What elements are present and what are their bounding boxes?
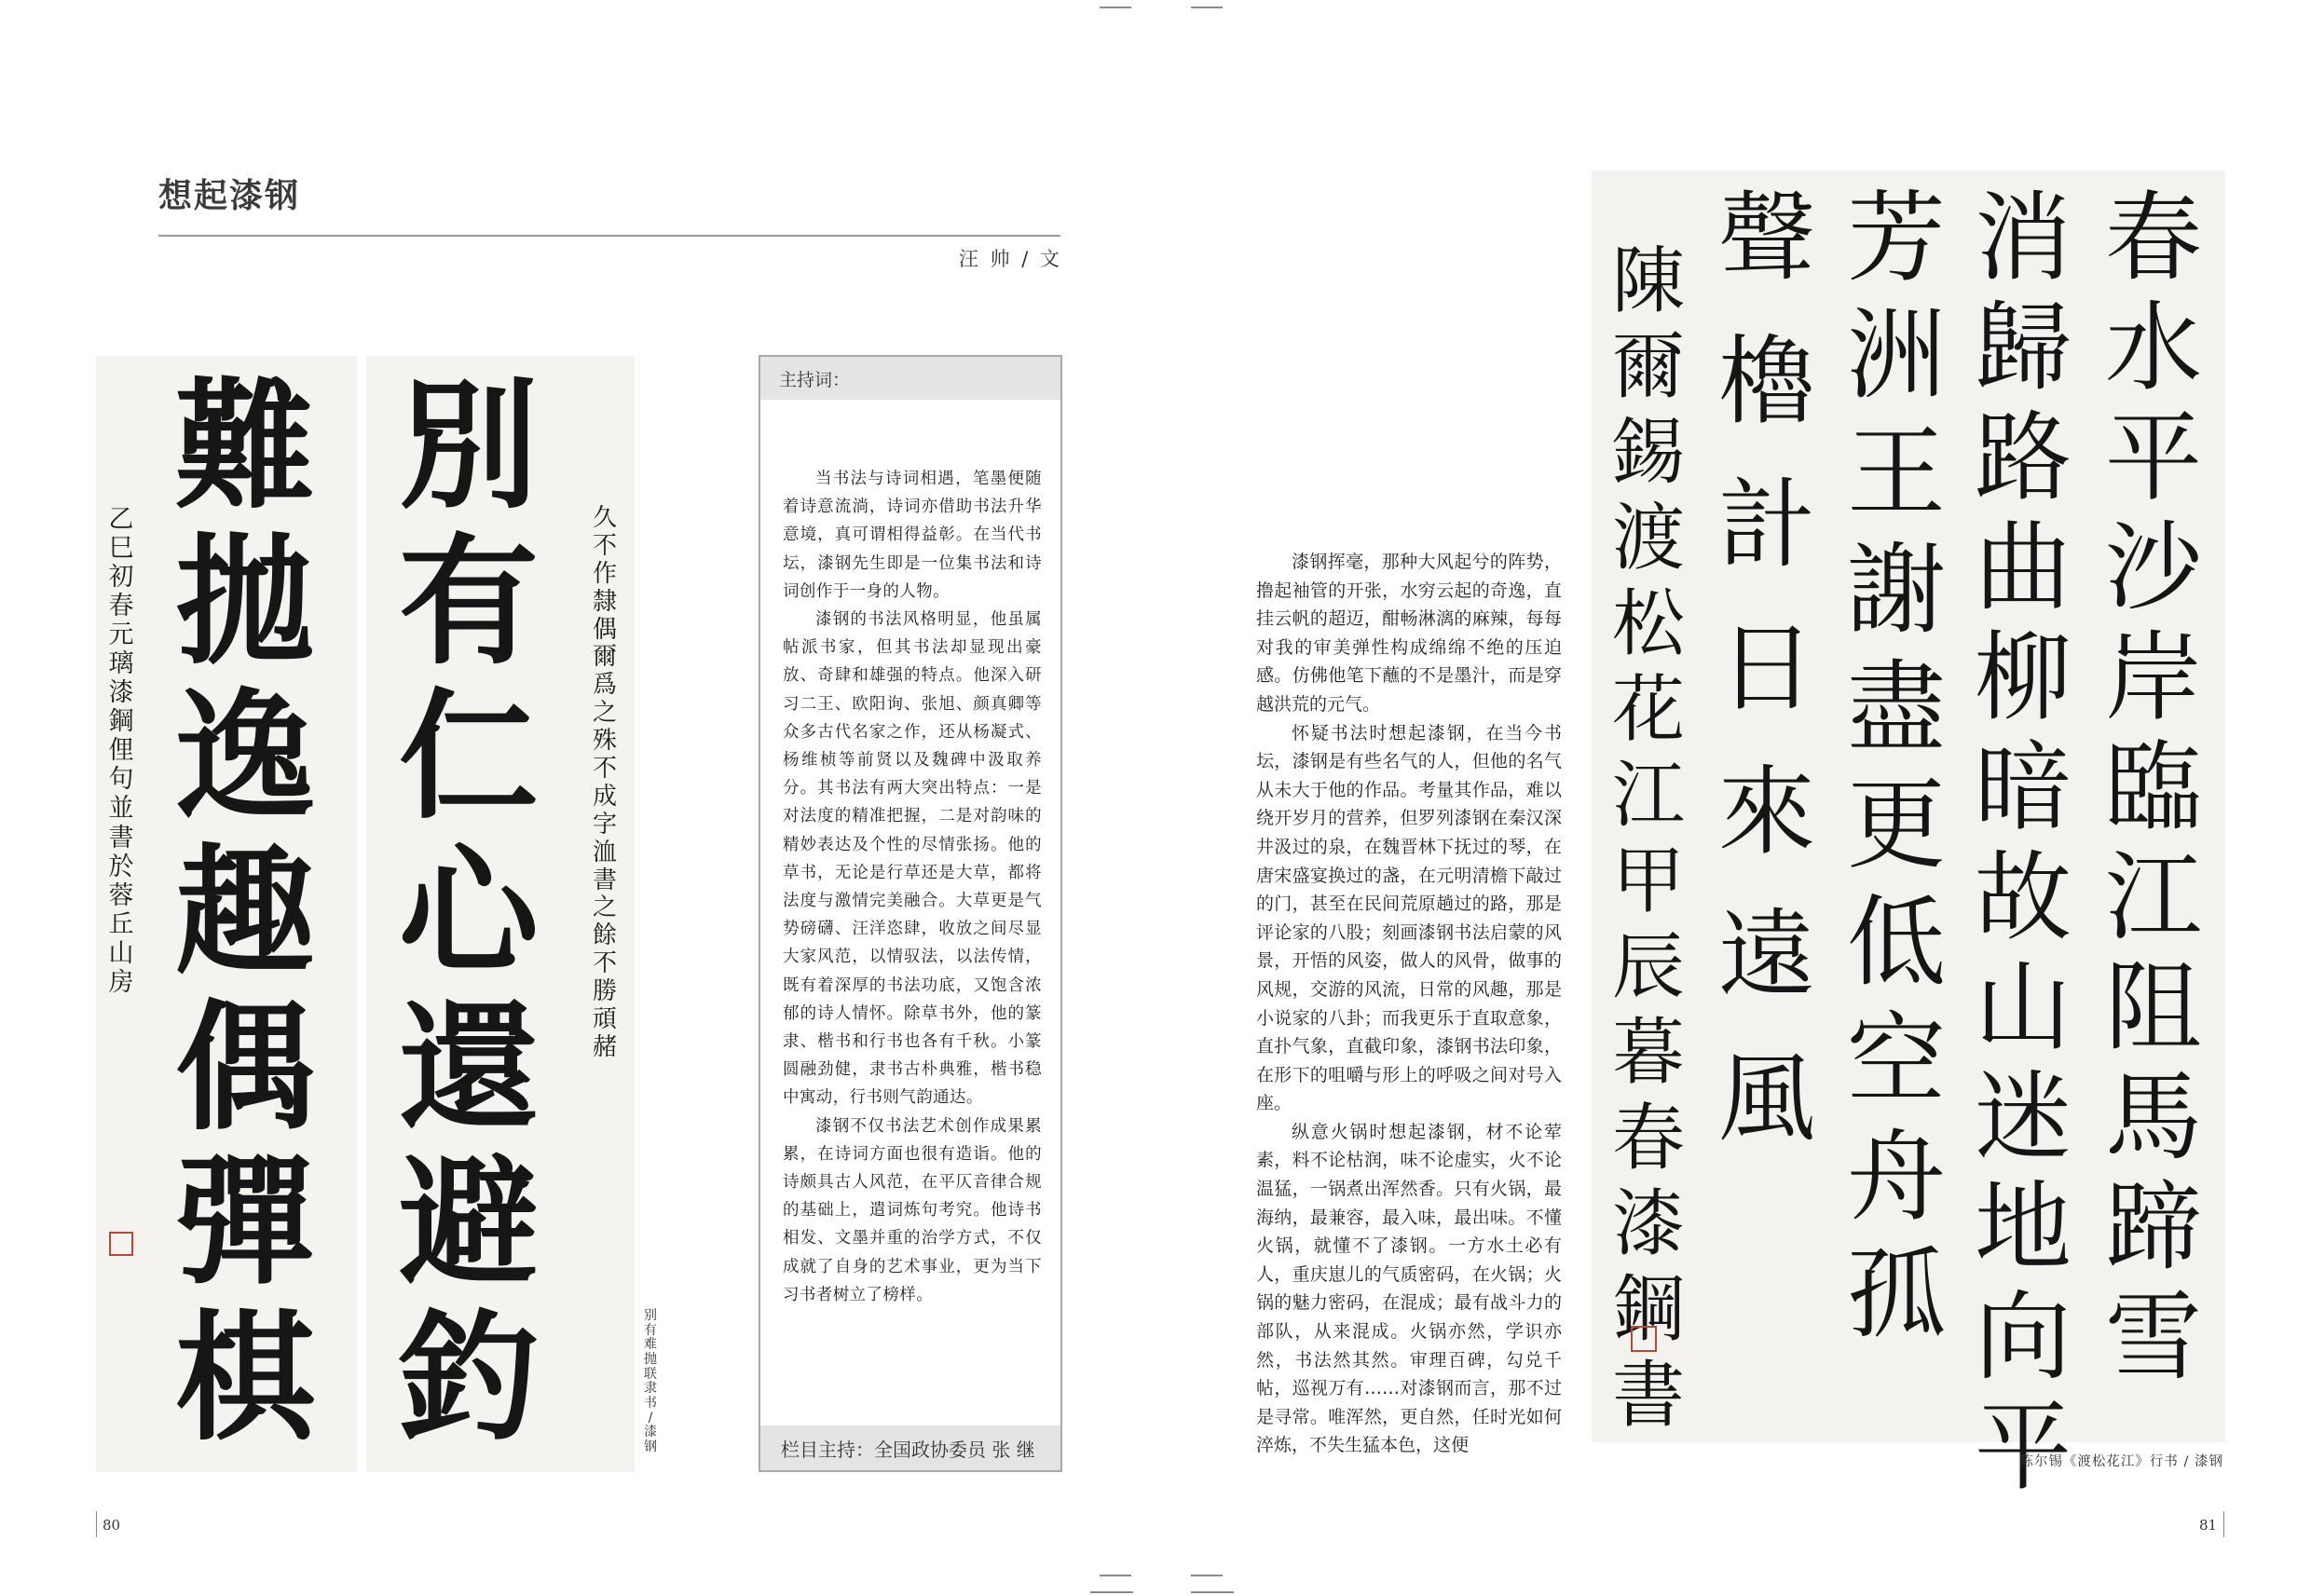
inscription-character: 作 [592, 559, 617, 588]
calligraphy-character: 舟 [1847, 1120, 1946, 1235]
couplet-character: 趣 [174, 829, 315, 994]
inscription-character: 蓉 [108, 880, 134, 910]
host-paragraph: 当书法与诗词相遇，笔墨便随着诗意流淌，诗词亦借助书法升华意境，真可谓相得益彰。在当代书坛，漆钢先生即是一位集书法和诗词创作于一身的人物。 [783, 470, 1042, 601]
calligraphy-character: 歸 [1974, 291, 2072, 404]
inscription-character: 句 [108, 765, 134, 795]
page-margin-line [96, 1511, 97, 1537]
calligraphy-character: 雪 [2104, 1280, 2202, 1394]
couplet-scroll-left [96, 356, 357, 1472]
caption-character: 联 [644, 1366, 657, 1382]
host-box-body [783, 465, 1042, 1309]
inscription-character: 並 [108, 794, 134, 824]
calligraphy-character: 鋼 [1611, 1268, 1685, 1352]
calligraphy-character: 渡 [1611, 497, 1685, 580]
inscription-character: 漆 [108, 678, 134, 708]
inscription-character: 俚 [108, 736, 134, 766]
host-box [759, 355, 1062, 1472]
artist-seal [1631, 1326, 1657, 1352]
inscription-character: 璃 [108, 649, 134, 679]
title-divider [158, 235, 1060, 237]
calligraphy-character: 消 [1974, 181, 2072, 294]
crop-mark [1191, 1591, 1234, 1593]
inscription-character: 房 [108, 967, 134, 997]
couplet-character: 仁 [398, 675, 539, 839]
calligraphy-character: 春 [1611, 1097, 1685, 1180]
calligraphy-character: 平 [2104, 401, 2202, 514]
couplet-character: 釣 [398, 1295, 539, 1460]
inscription-character: 不 [592, 531, 617, 560]
caption-character: 钢 [644, 1439, 657, 1455]
inscription-character: 鋼 [108, 707, 134, 737]
artist-seal [109, 1232, 133, 1256]
page-number-left: 80 [103, 1517, 121, 1534]
calligraphy-character: 日 [1717, 611, 1815, 725]
inscription-character: 殊 [592, 727, 617, 756]
calligraphy-character: 路 [1974, 401, 2072, 514]
calligraphy-character: 櫓 [1717, 324, 1815, 438]
inscription-character: 初 [108, 563, 134, 593]
calligraphy-character: 盡 [1847, 650, 1946, 765]
calligraphy-character: 地 [1974, 1170, 2072, 1284]
inscription-character: 久 [592, 504, 617, 532]
calligraphy-character: 漆 [1611, 1182, 1685, 1266]
caption-character: 抛 [644, 1352, 657, 1368]
calligraphy-character: 風 [1717, 1042, 1815, 1155]
couplet-character: 棋 [174, 1295, 315, 1460]
inscription-character: 爾 [592, 643, 617, 672]
calligraphy-column [1970, 181, 2076, 1504]
inscription-character: 春 [108, 592, 134, 621]
calligraphy-character: 阻 [2104, 950, 2202, 1064]
host-paragraph: 漆钢的书法风格明显，他虽属帖派书家，但其书法却显现出豪放、奇肆和雄强的特点。他深入研习二王、欧阳询、张旭、颜真卿等众多古代名家之作，还从杨凝式、杨维桢等前贤以及魏碑中汲取养分。其书法有两大突出特点：一是对法度的精准把握，二是对韵味的精妙表达及个性的尽情张扬。他的草书，无论是行草还是大草，都将法度与激情完美融合。大草更是气势磅礴、汪洋恣肆，收放之间尽显大家风范，以情驭法，以法传情，既有着深厚的书法功底，又饱含浓郁的诗人情怀。除草书外，他的篆隶、楷书和行书也各有千秋。小篆圆融劲健，隶书古朴典雅，楷书稳中寓动，行书则气韵通达。 [783, 610, 1042, 1108]
couplet-character: 避 [398, 1140, 539, 1305]
couplet-character: 別 [398, 364, 539, 528]
couplet-scroll-right [366, 356, 635, 1472]
couplet-left-inscription [105, 505, 137, 997]
calligraphy-character: 春 [2104, 181, 2202, 294]
page-number-right: 81 [2199, 1517, 2218, 1534]
calligraphy-character: 水 [2104, 291, 2202, 404]
calligraphy-character: 蹄 [2104, 1170, 2202, 1284]
calligraphy-character: 花 [1611, 668, 1685, 752]
calligraphy-character: 平 [1974, 1390, 2072, 1504]
calligraphy-character: 沙 [2104, 511, 2202, 624]
page-margin-line [2223, 1511, 2224, 1537]
caption-character: / [648, 1410, 653, 1425]
caption-character: 隶 [644, 1381, 657, 1397]
couplet-right-inscription [588, 505, 622, 1062]
inscription-character: 字 [592, 810, 617, 839]
article-body [1256, 548, 1562, 1460]
inscription-character: 乙 [108, 505, 134, 534]
couplet-right-text [366, 364, 571, 1460]
inscription-character: 頑 [592, 1005, 617, 1034]
article-paragraph: 纵意火锅时想起漆钢，材不论荤素，料不论枯润，味不论虚实，火不论温猛，一锅煮出浑然香。只有火锅，最海纳，最兼容，最入味，最出味。不懂火锅，就懂不了漆钢。一方水土必有人，重庆崽儿的气质密码，在火锅；火锅的魅力密码，在混成；最有战斗力的部队，从来混成。火锅亦然，学识亦然，书法然其然。审理百碑，勾兑千帖，巡视万有……对漆钢而言，那不过是寻常。唯浑然，更自然，任时光如何淬炼，不失生猛本色，这便 [1256, 1121, 1562, 1456]
inscription-character: 不 [592, 755, 617, 784]
host-box-heading: 主持词： [760, 357, 1060, 400]
calligraphy-character: 臨 [2104, 730, 2202, 844]
couplet-character: 難 [174, 364, 315, 528]
crop-mark [1191, 1575, 1223, 1576]
calligraphy-character: 遠 [1717, 898, 1815, 1012]
article-title: 想起漆钢 [158, 177, 301, 215]
host-box-footer: 栏目主持：全国政协委员 张 继 [760, 1425, 1060, 1470]
calligraphy-character: 暮 [1611, 1011, 1685, 1095]
calligraphy-column [2100, 181, 2207, 1394]
inscription-character: 山 [108, 938, 134, 968]
couplet-caption [641, 1309, 660, 1455]
calligraphy-character: 書 [1611, 1354, 1685, 1438]
calligraphy-character: 來 [1717, 755, 1815, 868]
caption-character: 书 [644, 1396, 657, 1412]
calligraphy-character: 低 [1847, 885, 1946, 1000]
couplet-character: 還 [398, 985, 539, 1150]
calligraphy-character: 孤 [1847, 1237, 1946, 1352]
calligraphy-character: 山 [1974, 950, 2072, 1064]
crop-mark [1100, 1575, 1131, 1576]
inscription-character: 爲 [592, 671, 617, 700]
calligraphy-character: 錫 [1611, 411, 1685, 495]
couplet-character: 彈 [174, 1140, 315, 1305]
caption-character: 别 [644, 1308, 657, 1323]
article-paragraph: 漆钢挥毫，那种大风起兮的阵势，撸起袖管的开张，水穷云起的奇逸，直挂云帆的超迈，酣畅淋漓的麻辣，每每对我的审美弹性构成绵绵不绝的压迫感。仿佛他笔下蘸的不是墨汁，而是穿越洪荒的元气。 [1256, 552, 1562, 715]
inscription-character: 勝 [592, 977, 617, 1006]
calligraphy-character: 故 [1974, 840, 2072, 954]
inscription-character: 之 [592, 699, 617, 728]
host-paragraph: 漆钢不仅书法艺术创作成果累累，在诗词方面也很有造诣。他的诗颇具古人风范，在平仄音律合规的基础上，遣词炼句考究。他诗书相发、文墨并重的治学方式，不仅成就了自身的艺术事业，更为当下习书者树立了榜样。 [783, 1116, 1042, 1304]
inscription-character: 之 [592, 893, 617, 922]
couplet-character: 心 [398, 829, 539, 994]
inscription-character: 巳 [108, 534, 134, 564]
calligraphy-character: 謝 [1847, 533, 1946, 648]
couplet-character: 拋 [174, 519, 315, 684]
caption-character: 有 [644, 1322, 657, 1338]
artwork-caption: 陈尔锡《渡松花江》行书 / 漆钢 [2019, 1454, 2223, 1469]
calligraphy-character: 江 [2104, 840, 2202, 954]
inscription-character: 隸 [592, 587, 617, 616]
calligraphy-character: 岸 [2104, 621, 2202, 734]
calligraphy-column [1842, 181, 1950, 1352]
calligraphy-column [1607, 239, 1689, 1438]
calligraphy-character: 甲 [1611, 839, 1685, 923]
author-byline: 汪 帅 / 文 [958, 248, 1062, 270]
calligraphy-character: 迷 [1974, 1060, 2072, 1174]
calligraphy-character: 辰 [1611, 925, 1685, 1009]
inscription-character: 偶 [592, 615, 617, 644]
couplet-left-text [152, 364, 338, 1460]
calligraphy-character: 芳 [1847, 181, 1946, 295]
article-paragraph: 怀疑书法时想起漆钢，在当今书坛，漆钢是有些名气的人，但他的名气从未大于他的作品。考量其作品，难以绕开岁月的营养，但罗列漆钢在秦汉深井汲过的泉，在魏晋林下抚过的琴，在唐宋盛宴换过的盏，在元明清檐下敲过的门，甚至在民间荒原趟过的路，那是评论家的八股；刻画漆钢书法启蒙的风景，开悟的风姿，做人的风骨，做事的风规，交游的风流，日常的风趣，那是小说家的八卦；而我更乐于直取意象，直扑气象，直截印象，漆钢书法印象，在形下的咀嚼与形上的呼吸之间对号入座。 [1256, 722, 1562, 1114]
calligraphy-character: 曲 [1974, 511, 2072, 624]
caption-character: 难 [644, 1337, 657, 1353]
calligraphy-character: 王 [1847, 416, 1946, 530]
calligraphy-column [1714, 181, 1820, 1155]
calligraphy-character: 松 [1611, 582, 1685, 666]
calligraphy-character: 向 [1974, 1280, 2072, 1394]
calligraphy-character: 空 [1847, 1003, 1946, 1117]
inscription-character: 成 [592, 782, 617, 811]
inscription-character: 於 [108, 852, 134, 881]
couplet-character: 有 [398, 519, 539, 684]
inscription-character: 書 [592, 866, 617, 894]
inscription-character: 元 [108, 621, 134, 650]
calligraphy-character: 陳 [1611, 239, 1685, 323]
inscription-character: 書 [108, 823, 134, 853]
couplet-character: 偶 [174, 985, 315, 1150]
couplet-character: 逸 [174, 675, 315, 839]
inscription-character: 餘 [592, 921, 617, 950]
calligraphy-character: 暗 [1974, 730, 2072, 844]
caption-character: 漆 [644, 1425, 657, 1440]
calligraphy-character: 洲 [1847, 298, 1946, 413]
inscription-character: 丘 [108, 909, 134, 939]
calligraphy-character: 江 [1611, 754, 1685, 838]
calligraphy-character: 聲 [1717, 181, 1815, 294]
calligraphy-character: 馬 [2104, 1060, 2202, 1174]
calligraphy-character: 計 [1717, 468, 1815, 581]
inscription-character: 赭 [592, 1032, 617, 1061]
crop-mark [1090, 1591, 1133, 1593]
crop-mark [1100, 7, 1131, 8]
calligraphy-character: 爾 [1611, 325, 1685, 409]
inscription-character: 洫 [592, 838, 617, 866]
crop-mark [1191, 7, 1223, 8]
calligraphy-character: 更 [1847, 768, 1946, 882]
inscription-character: 不 [592, 949, 617, 978]
calligraphy-character: 柳 [1974, 621, 2072, 734]
